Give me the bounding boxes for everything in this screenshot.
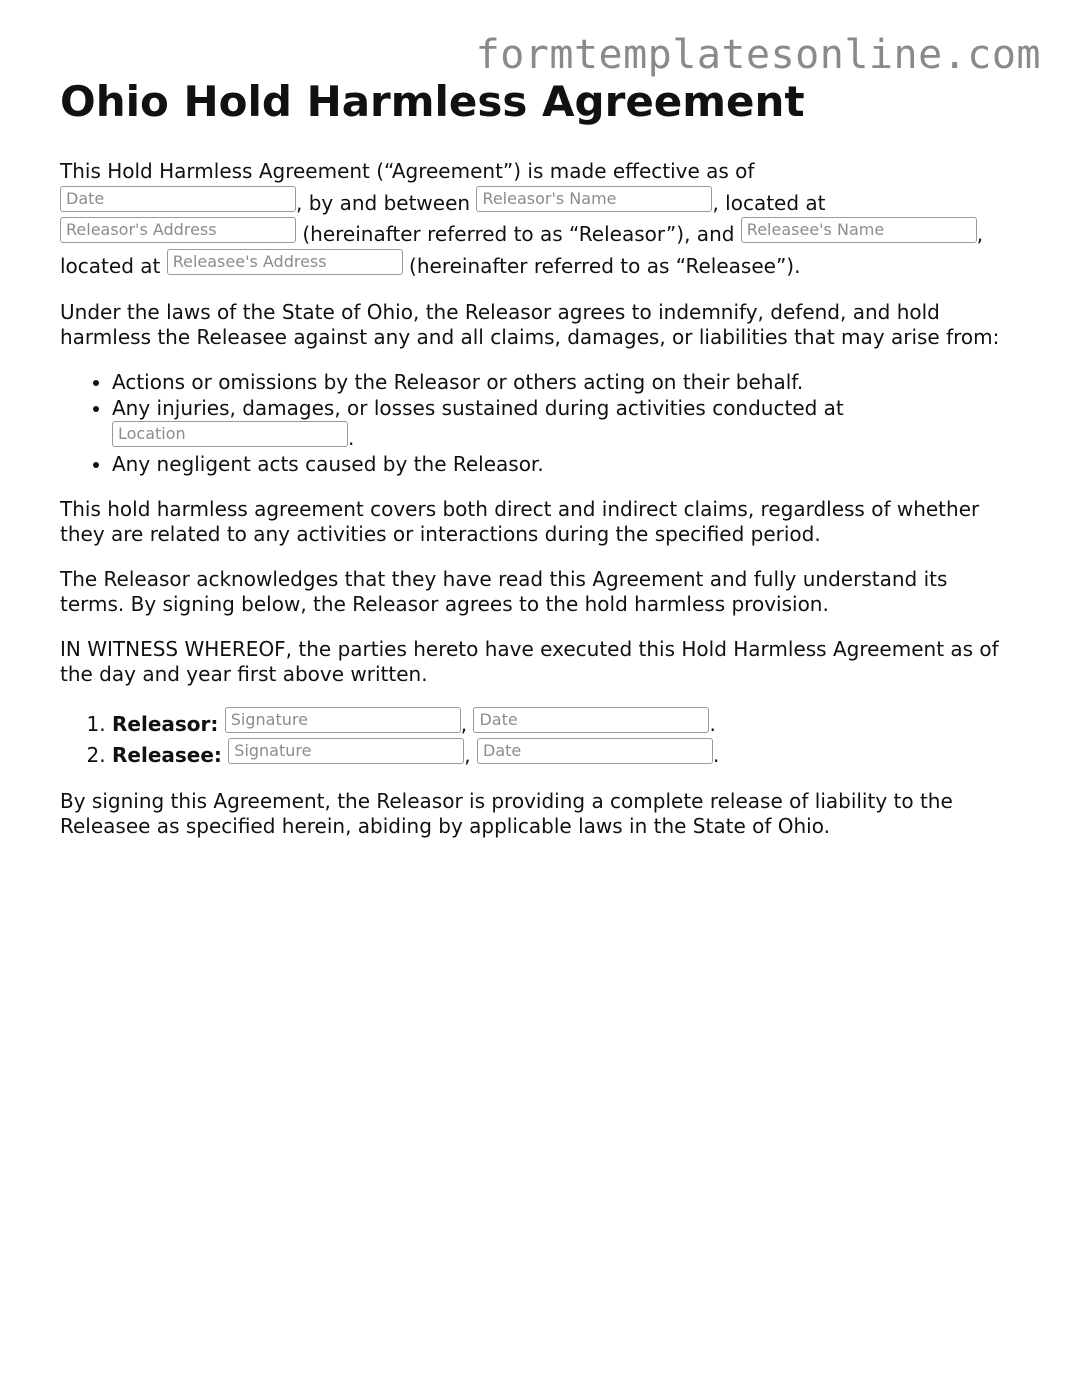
intro-paragraph <box>60 158 1012 280</box>
laws-paragraph: Under the laws of the State of Ohio, the Releasor agrees to indemnify, defend, and hold harmless the Releasee against any and all claims, damages, or liabilities that may arise from: <box>60 300 1000 349</box>
coverage-paragraph: This hold harmless agreement covers both direct and indirect claims, regardless of whether they are related to any activities or interactions during the specified period. <box>60 497 980 546</box>
intro-text-1: This Hold Harmless Agreement (“Agreement”) is made effective as of <box>60 159 755 183</box>
document <box>60 76 1012 859</box>
acknowledgement-paragraph: The Releasor acknowledges that they have read this Agreement and fully understand its terms. By signing below, the Releasor agrees to the hold harmless provision. <box>60 567 948 616</box>
separator: , <box>464 743 471 767</box>
list-item <box>112 396 1012 452</box>
intro-text-2: , by and between <box>296 190 477 215</box>
indemnity-list <box>60 370 1012 477</box>
releasee-address-field[interactable]: Releasee's Address <box>167 249 403 275</box>
witness-paragraph: IN WITNESS WHEREOF, the parties hereto have executed this Hold Harmless Agreement as of the day and year first above written. <box>60 637 999 686</box>
releasor-address-field[interactable]: Releasor's Address <box>60 217 296 243</box>
list-item <box>112 452 1012 478</box>
list-item-text: Actions or omissions by the Releasor or others acting on their behalf. <box>112 370 804 394</box>
separator: . <box>709 712 716 736</box>
page-title: Ohio Hold Harmless Agreement <box>60 77 805 126</box>
intro-text-5: , located at <box>60 222 984 278</box>
signature-list <box>60 707 1012 769</box>
releasor-name-field[interactable]: Releasor's Name <box>476 186 712 212</box>
location-field[interactable]: Location <box>112 421 348 447</box>
releasee-signature-row <box>112 738 1012 769</box>
list-item-text: Any injuries, damages, or losses sustained during activities conducted at <box>112 395 844 420</box>
intro-text-6: (hereinafter referred to as “Releasee”). <box>402 253 801 278</box>
watermark: formtemplatesonline.com <box>475 32 1041 78</box>
effective-date-field[interactable]: Date <box>60 186 296 212</box>
list-item <box>112 370 1012 396</box>
releasor-label: Releasor: <box>112 712 219 736</box>
releasee-date-field[interactable]: Date <box>477 738 713 764</box>
separator: , <box>460 712 468 736</box>
releasor-signature-row <box>112 707 1012 738</box>
releasee-signature-field[interactable]: Signature <box>228 738 464 764</box>
list-item-period: . <box>348 426 355 450</box>
releasee-name-field[interactable]: Releasee's Name <box>741 217 977 243</box>
separator: . <box>713 743 720 767</box>
releasor-signature-field[interactable]: Signature <box>225 707 461 733</box>
releasor-date-field[interactable]: Date <box>473 707 709 733</box>
list-item-text: Any negligent acts caused by the Releasor. <box>112 451 544 476</box>
final-paragraph: By signing this Agreement, the Releasor is providing a complete release of liability to the Releasee as specified herein, abiding by applicable laws in the State of Ohio. <box>60 789 953 838</box>
releasee-label: Releasee: <box>112 743 222 767</box>
intro-text-3: , located at <box>712 190 826 215</box>
intro-text-4: (hereinafter referred to as “Releasor”), and <box>296 222 741 246</box>
